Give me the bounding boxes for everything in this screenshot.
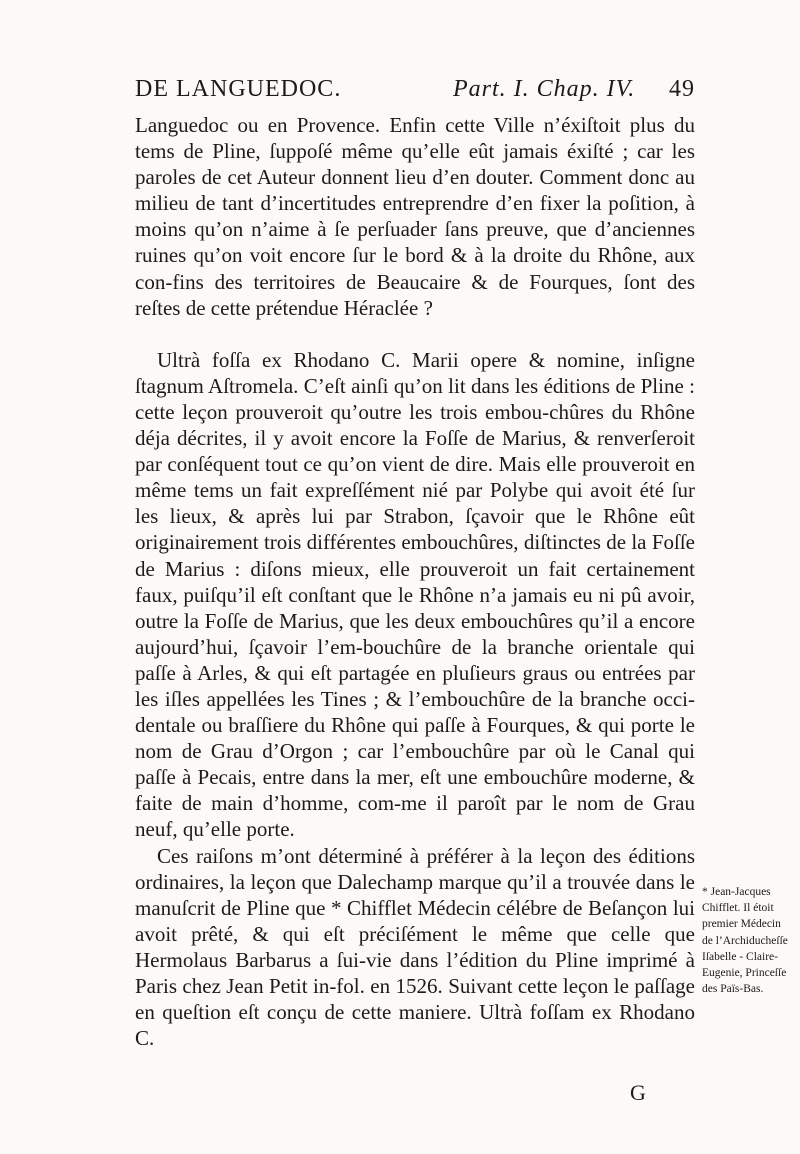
running-header bbox=[135, 76, 695, 110]
margin-note-line: de l’Archiducheſſe bbox=[702, 934, 788, 947]
margin-note-line: des Païs-Bas. bbox=[702, 983, 764, 996]
margin-note-line: * Jean-Jacques bbox=[702, 886, 771, 898]
part-chapter-reference: Part. I. Chap. IV. bbox=[453, 76, 636, 102]
paragraph-2: Ultrà foſſa ex Rhodano C. Marii opere & nomine, inſigne ſtagnum Aſtromela. C’eſt ainſi qu’on lit dans les éditions de Pline : cette leçon prouveroit qu’outre les trois embou-chûres du Rhône déja décrites, il y avoit encore la Foſſe de Marius, & renverſeroit par conſéquent tout ce qu’on vient de dire. Mais elle prouveroit en même tems un fait expreſſément nié par Polybe qui avoit été ſur les lieux, & après lui par Strabon, ſçavoir que le Rhône eût originairement trois différentes embouchûres, diſtinctes de la Foſſe de Marius : diſons mieux, elle prouveroit un fait certainement faux, puiſqu’il eſt conſtant que le Rhône n’a jamais eu ni pû avoir, outre la Foſſe de Marius, que les deux embouchûres qu’il a encore aujourd’hui, ſçavoir l’em-bouchûre de la branche orientale qui paſſe à Arles, & qui eſt partagée en pluſieurs graus ou entrées par les iſles appellées les Tines ; & l’embouchûre de la branche occi-dentale ou braſſiere du Rhône qui paſſe à Fourques, & qui porte le nom de Grau d’Orgon ; car l’embouchûre par où le Canal qui paſſe à Pecais, entre dans la mer, eſt une embouchûre moderne, & faite de main d’homme, com-me il paroît par le nom de Grau neuf, qu’elle porte. bbox=[135, 347, 695, 842]
running-head: DE LANGUEDOC. bbox=[135, 76, 342, 102]
margin-note-line: Iſabelle - Claire- bbox=[702, 950, 778, 963]
margin-note-line: Eugenie, Princeſſe bbox=[702, 967, 787, 980]
body-text bbox=[135, 112, 695, 1051]
signature-mark: G bbox=[630, 1080, 646, 1105]
page-number: 49 bbox=[669, 76, 695, 102]
marginal-note bbox=[702, 884, 798, 997]
margin-note-line: premier Médecin bbox=[702, 918, 781, 931]
margin-note-line: Chifflet. Il étoit bbox=[702, 902, 774, 915]
paragraph-3: Ces raiſons m’ont déterminé à préférer à la leçon des éditions ordinaires, la leçon que Dalechamp marque qu’il a trouvée dans le manuſcrit de Pline que * Chifflet Médecin célébre de Beſançon lui avoit prêté, & qui eſt préciſément le même que celle que Hermolaus Barbarus a ſui-vie dans l’édition du Pline imprimé à Paris chez Jean Petit in-fol. en 1526. Suivant cette leçon le paſſage en queſtion eſt conçu de cette maniere. Ultrà foſſam ex Rhodano C. bbox=[135, 843, 695, 1051]
paragraph-1: Languedoc ou en Provence. Enfin cette Ville n’éxiſtoit plus du tems de Pline, ſuppoſé même qu’elle eût jamais éxiſté ; car les paroles de cet Auteur donnent lieu d’en douter. Comment donc au milieu de tant d’incertitudes entreprendre d’en fixer la poſition, à moins qu’on n’aime à ſe perſuader ſans preuve, que d’anciennes ruines qu’on voit encore ſur le bord & à la droite du Rhône, aux con-fins des territoires de Beaucaire & de Fourques, ſont des reſtes de cette prétendue Héraclée ? bbox=[135, 113, 695, 320]
